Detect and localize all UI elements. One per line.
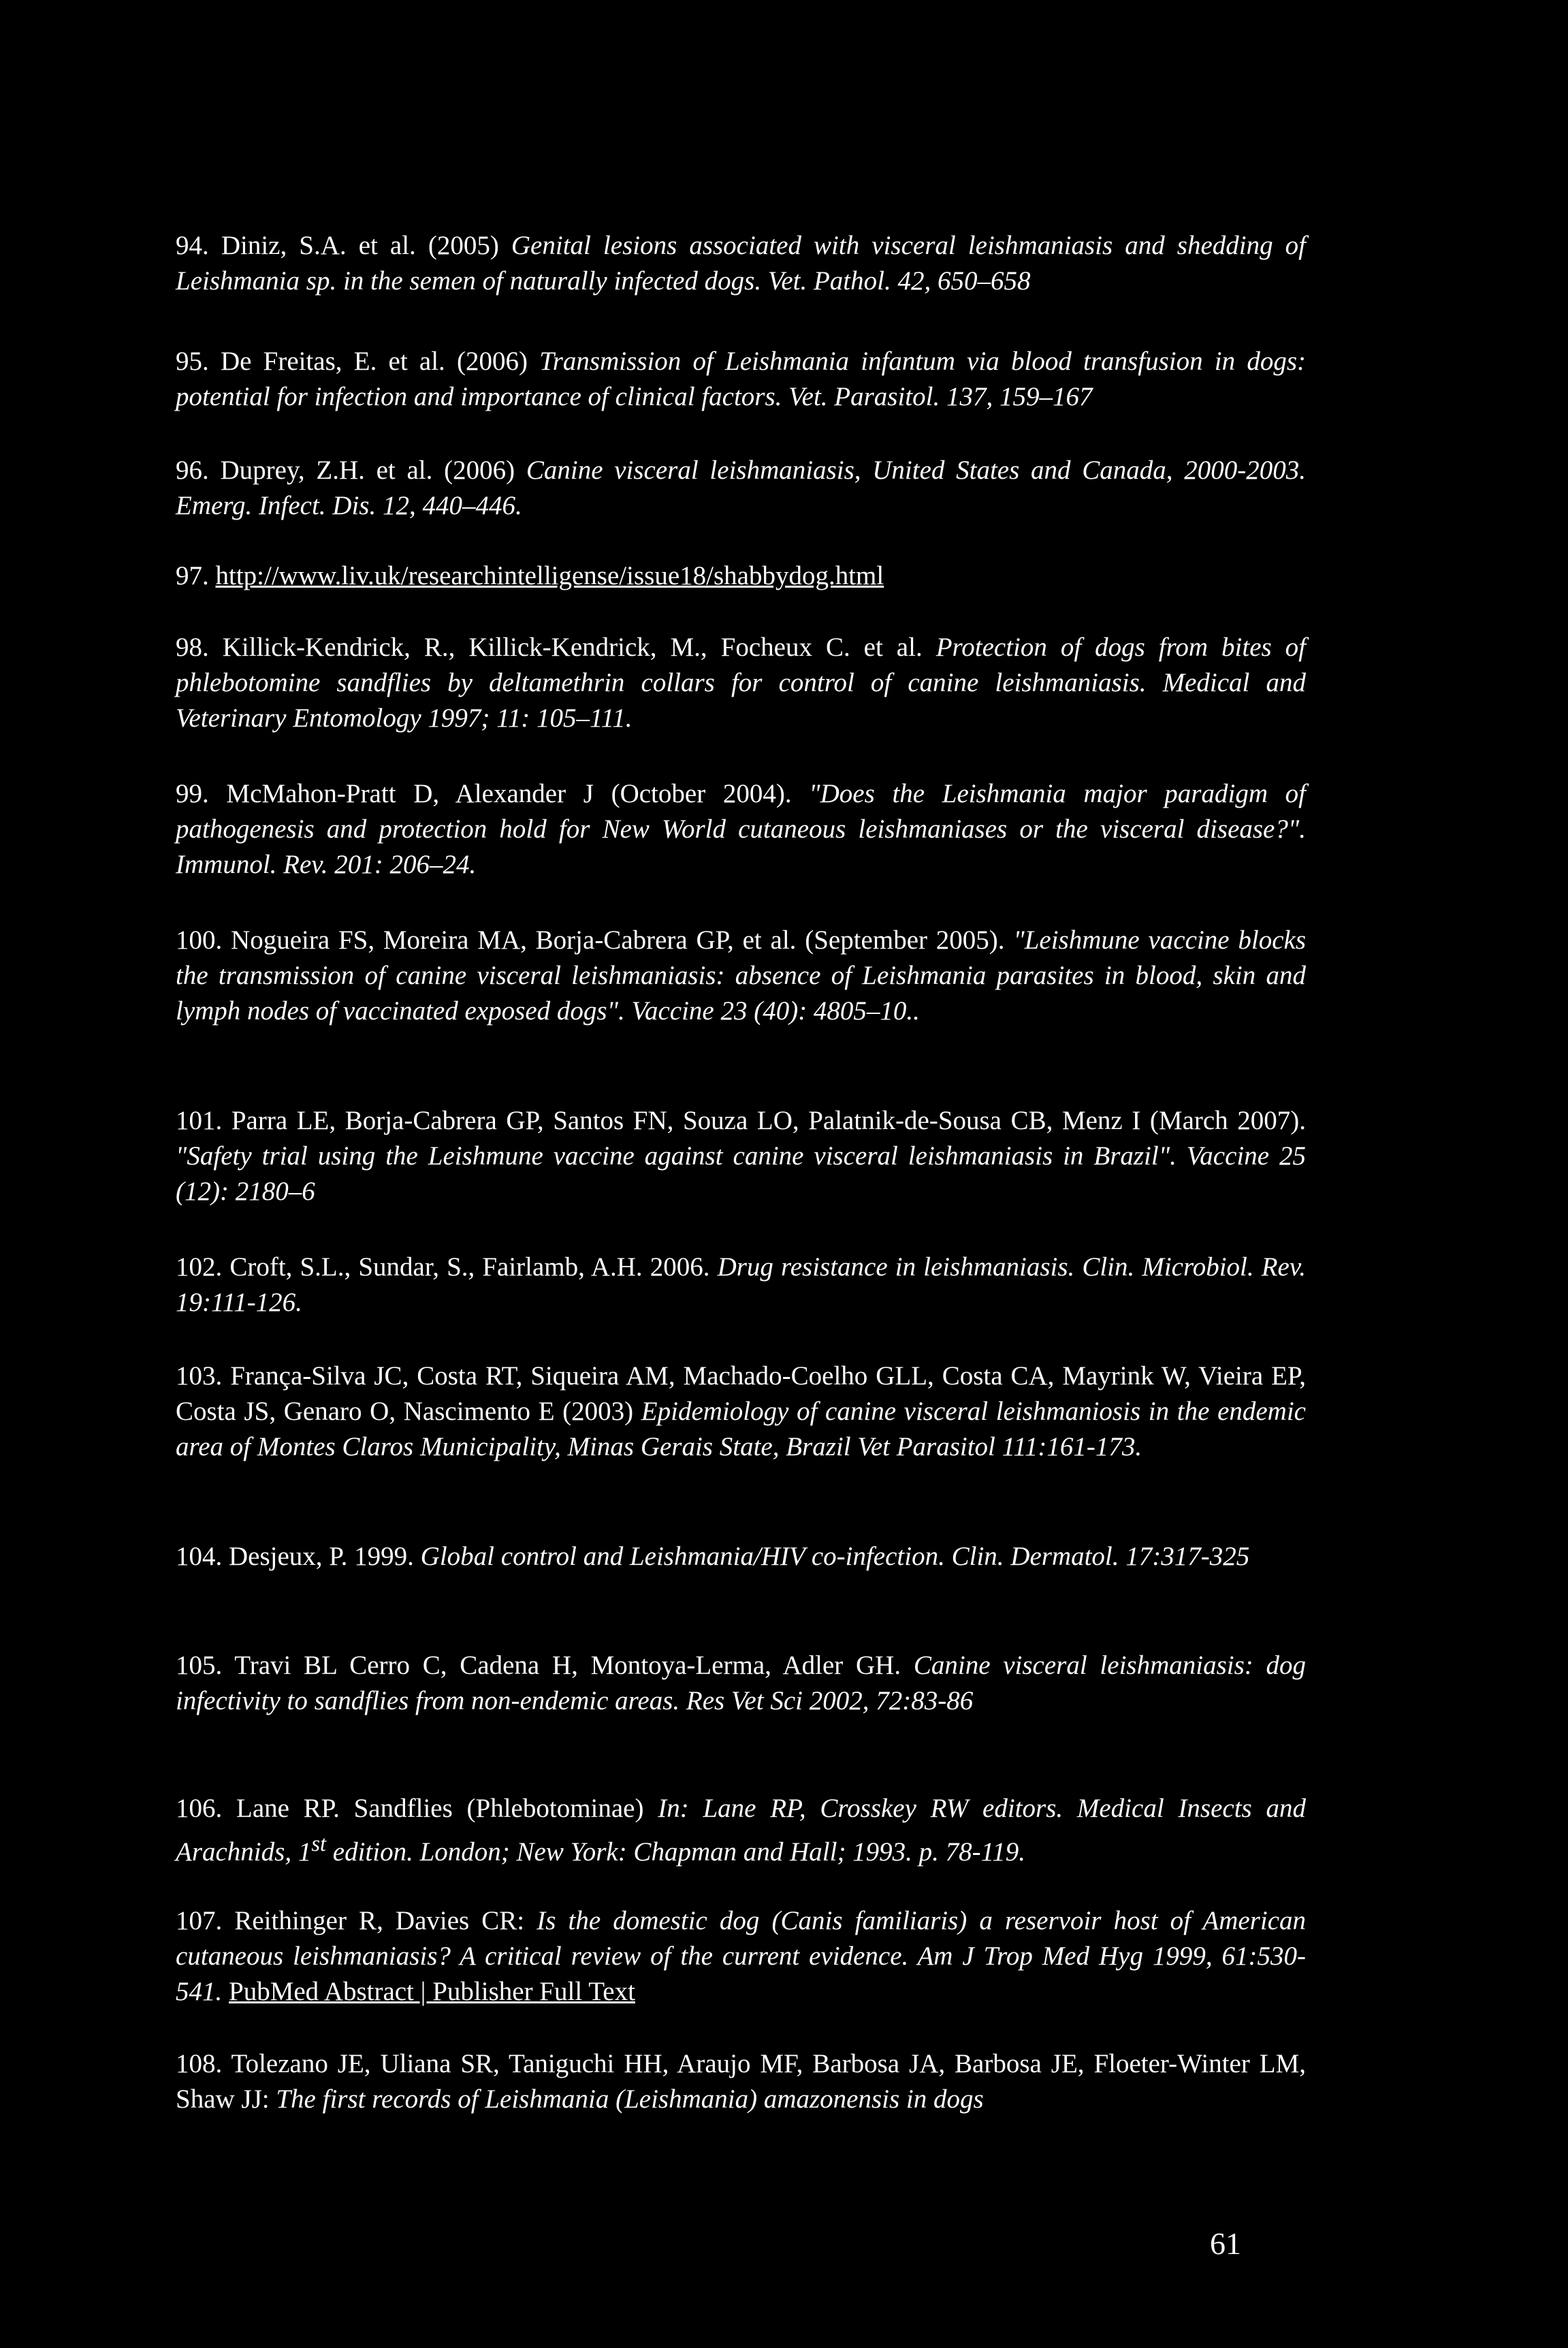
- reference-link[interactable]: http://www.liv.uk/researchintelligense/issue18/shabbydog.html: [215, 561, 884, 590]
- reference-title: Protection of dogs from bites of phlebotomine sandflies by deltamethrin collars for control of canine leishmaniasis. Medical and Veterinary Entomology 1997; 11: 105–111.: [176, 633, 1306, 733]
- reference-99: [176, 776, 1306, 883]
- reference-authors: Parra LE, Borja-Cabrera GP, Santos FN, Souza LO, Palatnik-de-Sousa CB, Menz I (March 2007).: [231, 1106, 1306, 1135]
- reference-authors: Duprey, Z.H. et al. (2006): [220, 456, 526, 485]
- reference-number: 100.: [176, 925, 231, 955]
- reference-101: [176, 1103, 1306, 1209]
- reference-number: 108.: [176, 2049, 231, 2078]
- reference-title: Transmission of Leishmania infantum via blood transfusion in dogs: potential for infection and importance of clinical factors. Vet. Parasitol. 137, 159–167: [176, 347, 1307, 411]
- reference-authors: Tolezano JE, Uliana SR, Taniguchi HH, Araujo MF, Barbosa JA, Barbosa JE, Floeter-Winter LM, Shaw JJ:: [176, 2049, 1307, 2114]
- reference-title: "Safety trial using the Leishmune vaccine against canine visceral leishmaniasis in Brazil". Vaccine: [176, 1141, 1279, 1171]
- reference-title: Canine visceral leishmaniasis, United States and Canada, 2000-2003. Emerg. Infect. Dis. 12, 440–446.: [176, 456, 1306, 520]
- reference-title: "Does the Leishmania major paradigm of pathogenesis and protection hold for New World cutaneous leishmaniases or the visceral disease?". Immunol. Rev. 201: 206–24.: [176, 779, 1306, 879]
- reference-102: [176, 1250, 1306, 1320]
- reference-106: [176, 1791, 1306, 1870]
- reference-authors: Desjeux, P. 1999.: [229, 1542, 421, 1571]
- reference-title: : 2180–6: [219, 1177, 315, 1206]
- reference-number: 96.: [176, 456, 221, 485]
- reference-link[interactable]: PubMed Abstract: [229, 1977, 414, 2006]
- reference-number: 102.: [176, 1252, 230, 1282]
- reference-title: The first records of Leishmania (Leishmania) amazonensis in dogs: [276, 2084, 984, 2114]
- reference-authors: Diniz, S.A. et al. (2005): [221, 231, 511, 260]
- page-number: 61: [1210, 2226, 1241, 2261]
- reference-title: Drug resistance in leishmaniasis. Clin. Microbiol. Rev. 19:111-126.: [176, 1252, 1307, 1317]
- reference-97: [176, 558, 1306, 594]
- reference-title: Canine visceral leishmaniasis: dog infectivity to sandflies from non-endemic areas. Res Vet Sci 2002, 72:83-86: [176, 1651, 1306, 1715]
- reference-107: [176, 1903, 1306, 2010]
- reference-94: [176, 228, 1306, 299]
- reference-96: [176, 453, 1306, 524]
- reference-title: 25 (12): [176, 1141, 1306, 1206]
- reference-103: [176, 1359, 1306, 1465]
- reference-number: 104.: [176, 1542, 229, 1571]
- reference-title: Epidemiology of canine visceral leishmaniosis in the endemic area of Montes Claros Municipality, Minas Gerais State, Brazil Vet Parasitol 111:161-173.: [176, 1397, 1306, 1461]
- reference-98: [176, 630, 1306, 736]
- reference-105: [176, 1648, 1306, 1719]
- reference-link[interactable]: |: [413, 1977, 433, 2006]
- reference-authors: McMahon-Pratt D, Alexander J (October 2004).: [226, 779, 810, 808]
- reference-100: [176, 923, 1306, 1029]
- reference-number: 97.: [176, 561, 216, 590]
- reference-authors: De Freitas, E. et al. (2006): [220, 347, 540, 376]
- reference-number: 105.: [176, 1651, 235, 1680]
- reference-authors: Lane RP. Sandflies (Phlebotominae): [236, 1794, 658, 1823]
- reference-title: edition. London; New York: Chapman and Hall; 1993. p. 78-119.: [326, 1837, 1026, 1867]
- reference-number: 101.: [176, 1106, 231, 1135]
- reference-number: 94.: [176, 231, 221, 260]
- reference-104: [176, 1539, 1306, 1574]
- reference-title: In: Lane RP, Crosskey RW editors. Medical Insects and Arachnids, 1: [176, 1794, 1306, 1867]
- reference-number: 99.: [176, 779, 227, 808]
- reference-authors: Croft, S.L., Sundar, S., Fairlamb, A.H. 2006.: [229, 1252, 718, 1282]
- reference-title: Global control and Leishmania/HIV co-infection. Clin. Dermatol. 17:317-325: [420, 1542, 1250, 1571]
- reference-authors: França-Silva JC, Costa RT, Siqueira AM, Machado-Coelho GLL, Costa CA, Mayrink W, Vieira EP, Costa JS, Genaro O, Nascimento E (2003): [176, 1361, 1307, 1426]
- reference-authors: Nogueira FS, Moreira MA, Borja-Cabrera GP, et al. (September 2005).: [231, 925, 1014, 955]
- reference-title: Genital lesions associated with visceral leishmaniasis and shedding of Leishmania sp. in the semen of naturally infected dogs. Vet. Pathol. 42, 650–658: [176, 231, 1306, 296]
- reference-number: 103.: [176, 1361, 231, 1391]
- reference-108: [176, 2046, 1306, 2117]
- reference-title: Is the domestic dog (Canis familiaris) a reservoir host of American cutaneous leishmaniasis? A critical review of the current evidence. Am J Trop Med Hyg 1999, 61:530-541.: [176, 1906, 1306, 2006]
- superscript: st: [311, 1832, 327, 1856]
- reference-95: [176, 344, 1306, 415]
- reference-number: 107.: [176, 1906, 235, 1935]
- reference-title: "Leishmune vaccine blocks the transmission of canine visceral leishmaniasis: absence of Leishmania parasites in blood, skin and lymph nodes of vaccinated exposed dogs". Vaccine 23 (40): 4805–10..: [176, 925, 1306, 1026]
- reference-number: 95.: [176, 347, 221, 376]
- reference-number: 106.: [176, 1794, 237, 1823]
- reference-authors: Travi BL Cerro C, Cadena H, Montoya-Lerma, Adler GH.: [234, 1651, 914, 1680]
- reference-number: 98.: [176, 633, 223, 662]
- reference-link[interactable]: Publisher Full Text: [432, 1977, 635, 2006]
- reference-authors: Killick-Kendrick, R., Killick-Kendrick, M., Focheux C. et al.: [222, 633, 936, 662]
- reference-authors: Reithinger R, Davies CR:: [234, 1906, 537, 1935]
